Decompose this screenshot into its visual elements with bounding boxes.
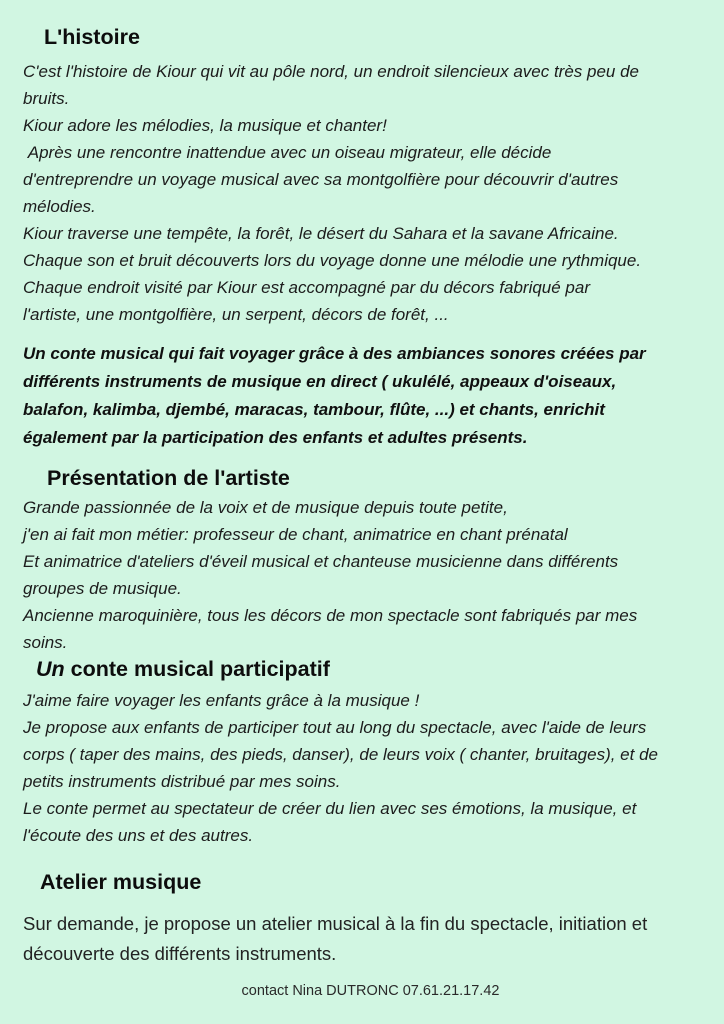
text-line: Un conte musical qui fait voyager grâce à des ambiances sonores créées par: [23, 344, 646, 363]
text-line: Kiour adore les mélodies, la musique et chanter!: [23, 116, 387, 135]
text-line: Ancienne maroquinière, tous les décors de mon spectacle sont fabriqués par mes: [23, 606, 638, 625]
presentation-text: [23, 494, 718, 656]
text-line: soins.: [23, 633, 68, 652]
text-line: Kiour traverse une tempête, la forêt, le désert du Sahara et la savane Africaine.: [23, 224, 619, 243]
participatif-heading: [36, 656, 718, 682]
text-line: balafon, kalimba, djembé, maracas, tambour, flûte, ...) et chants, enrichit: [23, 400, 605, 419]
text-line: l'artiste, une montgolfière, un serpent, décors de forêt, ...: [23, 305, 449, 324]
histoire-text: [23, 58, 718, 328]
text-line: groupes de musique.: [23, 579, 182, 598]
text-line: mélodies.: [23, 197, 96, 216]
participatif-heading-italic-word: Un: [36, 657, 65, 681]
atelier-heading: Atelier musique: [40, 870, 202, 894]
text-line: découverte des différents instruments.: [23, 943, 337, 964]
text-line: Et animatrice d'ateliers d'éveil musical et chanteuse musicienne dans différents: [23, 552, 619, 571]
text-line: d'entreprendre un voyage musical avec sa montgolfière pour découvrir d'autres: [23, 170, 619, 189]
section-atelier: [23, 869, 718, 969]
section-participatif: [23, 656, 718, 849]
text-line: Sur demande, je propose un atelier musical à la fin du spectacle, initiation et: [23, 913, 648, 934]
text-line: Je propose aux enfants de participer tout au long du spectacle, avec l'aide de leurs: [23, 718, 647, 737]
section-presentation: [23, 465, 718, 656]
text-line: j'en ai fait mon métier: professeur de chant, animatrice en chant prénatal: [23, 525, 568, 544]
histoire-highlight-text: [23, 340, 718, 452]
text-line: J'aime faire voyager les enfants grâce à la musique !: [23, 691, 420, 710]
text-line: petits instruments distribué par mes soins.: [23, 772, 341, 791]
text-line: Chaque son et bruit découverts lors du voyage donne une mélodie une rythmique.: [23, 251, 642, 270]
section-histoire: [23, 25, 718, 452]
text-line: Grande passionnée de la voix et de musique depuis toute petite,: [23, 498, 508, 517]
participatif-text: [23, 687, 718, 849]
atelier-text: [23, 909, 718, 969]
presentation-heading: Présentation de l'artiste: [47, 466, 290, 490]
text-line: différents instruments de musique en direct ( ukulélé, appeaux d'oiseaux,: [23, 372, 617, 391]
text-line: bruits.: [23, 89, 70, 108]
text-line: Chaque endroit visité par Kiour est accompagné par du décors fabriqué par: [23, 278, 591, 297]
text-line: Le conte permet au spectateur de créer du lien avec ses émotions, la musique, et: [23, 799, 637, 818]
text-line: Après une rencontre inattendue avec un oiseau migrateur, elle décide: [23, 143, 552, 162]
participatif-heading-rest: conte musical participatif: [64, 657, 330, 681]
text-line: également par la participation des enfants et adultes présents.: [23, 428, 528, 447]
text-line: C'est l'histoire de Kiour qui vit au pôle nord, un endroit silencieux avec très peu de: [23, 62, 640, 81]
histoire-heading: L'histoire: [44, 25, 140, 49]
text-line: corps ( taper des mains, des pieds, danser), de leurs voix ( chanter, bruitages), et de: [23, 745, 658, 764]
text-line: l'écoute des uns et des autres.: [23, 826, 254, 845]
contact-line: contact Nina DUTRONC 07.61.21.17.42: [241, 983, 500, 999]
